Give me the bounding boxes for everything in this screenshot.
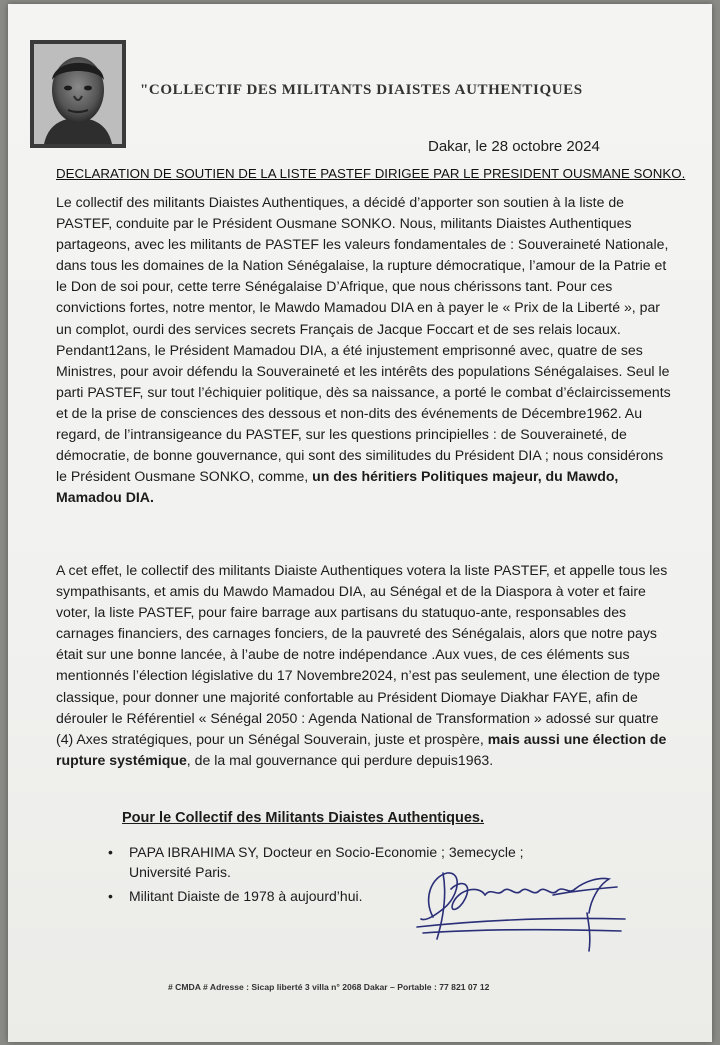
- date-line: Dakar, le 28 octobre 2024: [428, 138, 600, 155]
- document-page: [8, 4, 712, 1042]
- signatory-item: • PAPA IBRAHIMA SY, Docteur en Socio-Economie ; 3emecycle ; Université Paris.: [108, 842, 588, 882]
- portrait-photo: [30, 40, 126, 148]
- paragraph-2-text: A cet effet, le collectif des militants Diaiste Authentiques votera la liste PASTEF, et appelle tous les sympathisants, et amis du Mawdo Mamadou DIA, au Sénégal et de la Diaspora à voter et faire voter, la liste PASTEF, pour faire barrage aux partisans du statuquo-ante, responsables des carnages financiers, des carnages fonciers, de la pauvreté des Sénégalais, alors que notre pays était sur une bonne lancée, à l’aube de notre indépendance .Aux vues, de ces éléments sus mentionnés l’élection législative du 17 Novembre2024, n’est pas seulement, une élection de type classique, pour donner une majorité confortable au Président Diomaye Diakhar FAYE, afin de dérouler le Référentiel « Sénégal 2050 : Agenda National de Transformation » adossé sur quatre (4) Axes stratégiques, pour un Sénégal Souverain, juste et prospère,: [56, 562, 668, 747]
- footer-address: # CMDA # Adresse : Sicap liberté 3 villa n° 2068 Dakar – Portable : 77 821 07 12: [168, 982, 490, 992]
- paragraph-1-bold: un des héritiers Politiques majeur, du Mawdo, Mamadou DIA.: [56, 468, 619, 506]
- paragraph-2-end: , de la mal gouvernance qui perdure depuis1963.: [186, 751, 494, 768]
- collective-heading: "COLLECTIF DES MILITANTS DIAISTES AUTHENTIQUES: [140, 82, 583, 98]
- signatory-item: • Militant Diaiste de 1978 à aujourd’hui.: [108, 886, 588, 906]
- paragraph-2-bold: mais aussi une élection de rupture systémique: [56, 730, 667, 768]
- collectif-signature-line: Pour le Collectif des Militants Diaistes Authentiques.: [122, 810, 485, 826]
- handwritten-signature: [403, 859, 633, 954]
- paragraph-1-text: Le collectif des militants Diaistes Authentiques, a décidé d’apporter son soutien à la liste de PASTEF, conduite par le Président Ousmane SONKO. Nous, militants Diaistes Authentiques partageons, avec les militants de PASTEF les valeurs fondamentales de : Souveraineté Nationale, dans tous les domaines de la Nation Sénégalaise, la rupture démocratique, l’amour de la Patrie et le Don de soi pour, cette terre Sénégalaise D’Afrique, que nous chérissons tant. Pour ces convictions fortes, notre mentor, le Mawdo Mamadou DIA en à payer le « Prix de la Liberté », par un complot, ourdi des services secrets Français de Jacque Foccart et de ses relais locaux. Pendant12ans, le Président Mamadou DIA, a été injustement emprisonné avec, quatre de ses Ministres, pour avoir défendu la Souveraineté et les intérêts des populations Sénégalaises. Seul le parti PASTEF, sur tout l’échiquier politique, dès sa naissance, a porté le combat d’éclaircissements et de la prise de consciences des dessous et non-dits des événements de Décembre1962. Au regard, de l’intransigeance du PASTEF, sur les questions principielles : de Souveraineté, de démocratie, de bonne gouvernance, qui sont des similitudes du Président DIA ; nous considérons le Président Ousmane SONKO, comme,: [56, 194, 671, 485]
- declaration-title: DECLARATION DE SOUTIEN DE LA LISTE PASTEF DIRIGEE PAR LE PRESIDENT OUSMANE SONKO.: [56, 166, 686, 181]
- paragraph-2: [56, 560, 676, 771]
- paragraph-1: [56, 192, 676, 508]
